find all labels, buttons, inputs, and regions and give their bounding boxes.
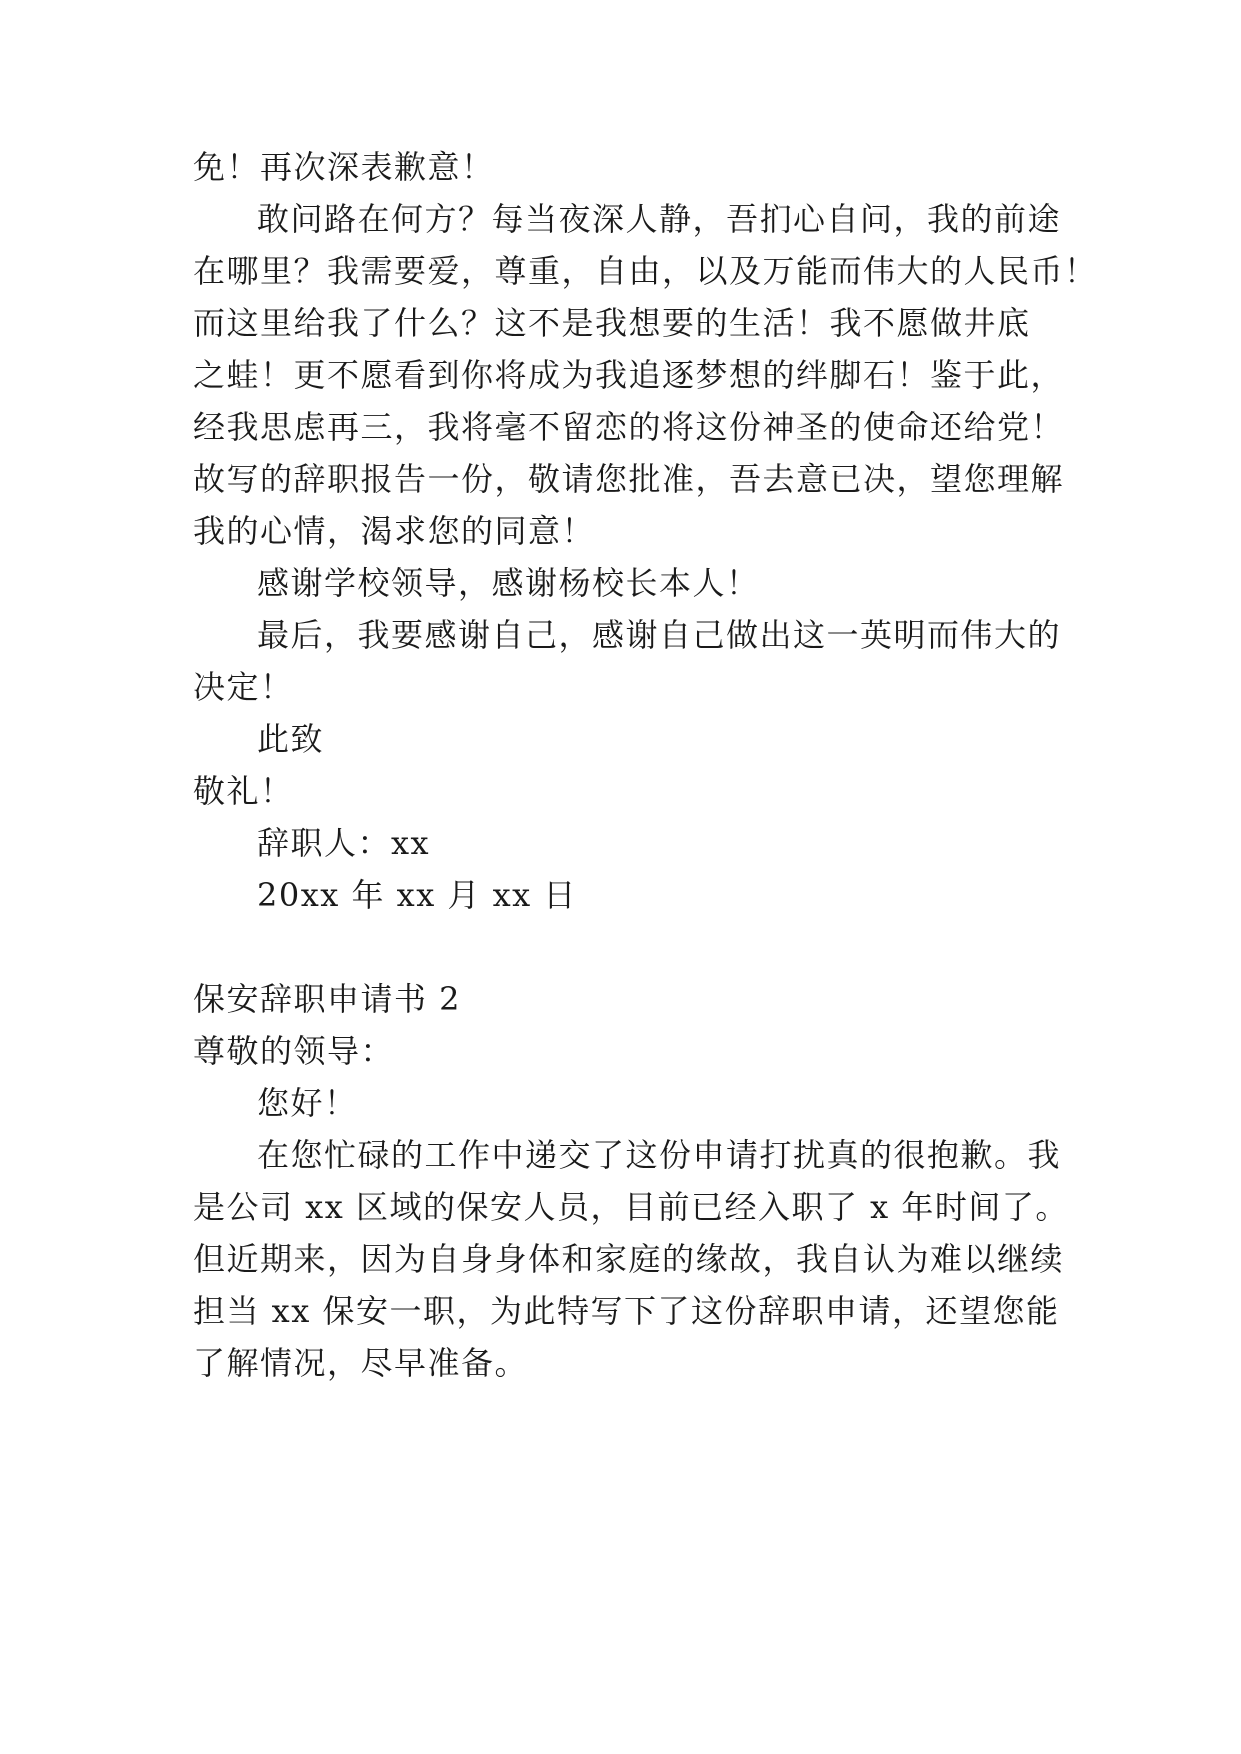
greeting: 尊敬的领导： xyxy=(193,1032,395,1070)
paragraph-line: 敢问路在何方？每当夜深人静，吾扪心自问，我的前途 xyxy=(257,200,1062,238)
paragraph-line: 感谢学校领导，感谢杨校长本人！ xyxy=(257,564,760,602)
paragraph-line: 担当 xx 保安一职，为此特写下了这份辞职申请，还望您能 xyxy=(193,1292,1060,1330)
paragraph-line: 我的心情，渴求您的同意！ xyxy=(193,512,596,550)
paragraph-line: 了解情况，尽早准备。 xyxy=(193,1344,529,1382)
paragraph-line: 故写的辞职报告一份，敬请您批准，吾去意已决，望您理解 xyxy=(193,460,1065,498)
paragraph-line: 但近期来，因为自身身体和家庭的缘故，我自认为难以继续 xyxy=(193,1240,1065,1278)
paragraph-line: 最后，我要感谢自己，感谢自己做出这一英明而伟大的 xyxy=(257,616,1062,654)
paragraph-line: 在您忙碌的工作中递交了这份申请打扰真的很抱歉。我 xyxy=(257,1136,1062,1174)
paragraph-line: 免！再次深表歉意！ xyxy=(193,148,495,186)
paragraph-line: 是公司 xx 区域的保安人员，目前已经入职了 x 年时间了。 xyxy=(193,1188,1069,1226)
closing-salutation: 敬礼！ xyxy=(193,772,294,810)
date-line: 20xx 年 xx 月 xx 日 xyxy=(257,876,577,914)
greeting: 您好！ xyxy=(257,1084,358,1122)
paragraph-line: 决定！ xyxy=(193,668,294,706)
paragraph-line: 之蛙！更不愿看到你将成为我追逐梦想的绊脚石！鉴于此， xyxy=(193,356,1065,394)
paragraph-line: 在哪里？我需要爱，尊重，自由，以及万能而伟大的人民币！ xyxy=(193,252,1098,290)
document-heading: 保安辞职申请书 2 xyxy=(193,980,462,1018)
paragraph-line: 经我思虑再三，我将毫不留恋的将这份神圣的使命还给党！ xyxy=(193,408,1065,446)
closing-salutation: 此致 xyxy=(257,720,325,758)
signature-line: 辞职人：xx xyxy=(257,824,431,862)
paragraph-line: 而这里给我了什么？这不是我想要的生活！我不愿做井底 xyxy=(193,304,1031,342)
